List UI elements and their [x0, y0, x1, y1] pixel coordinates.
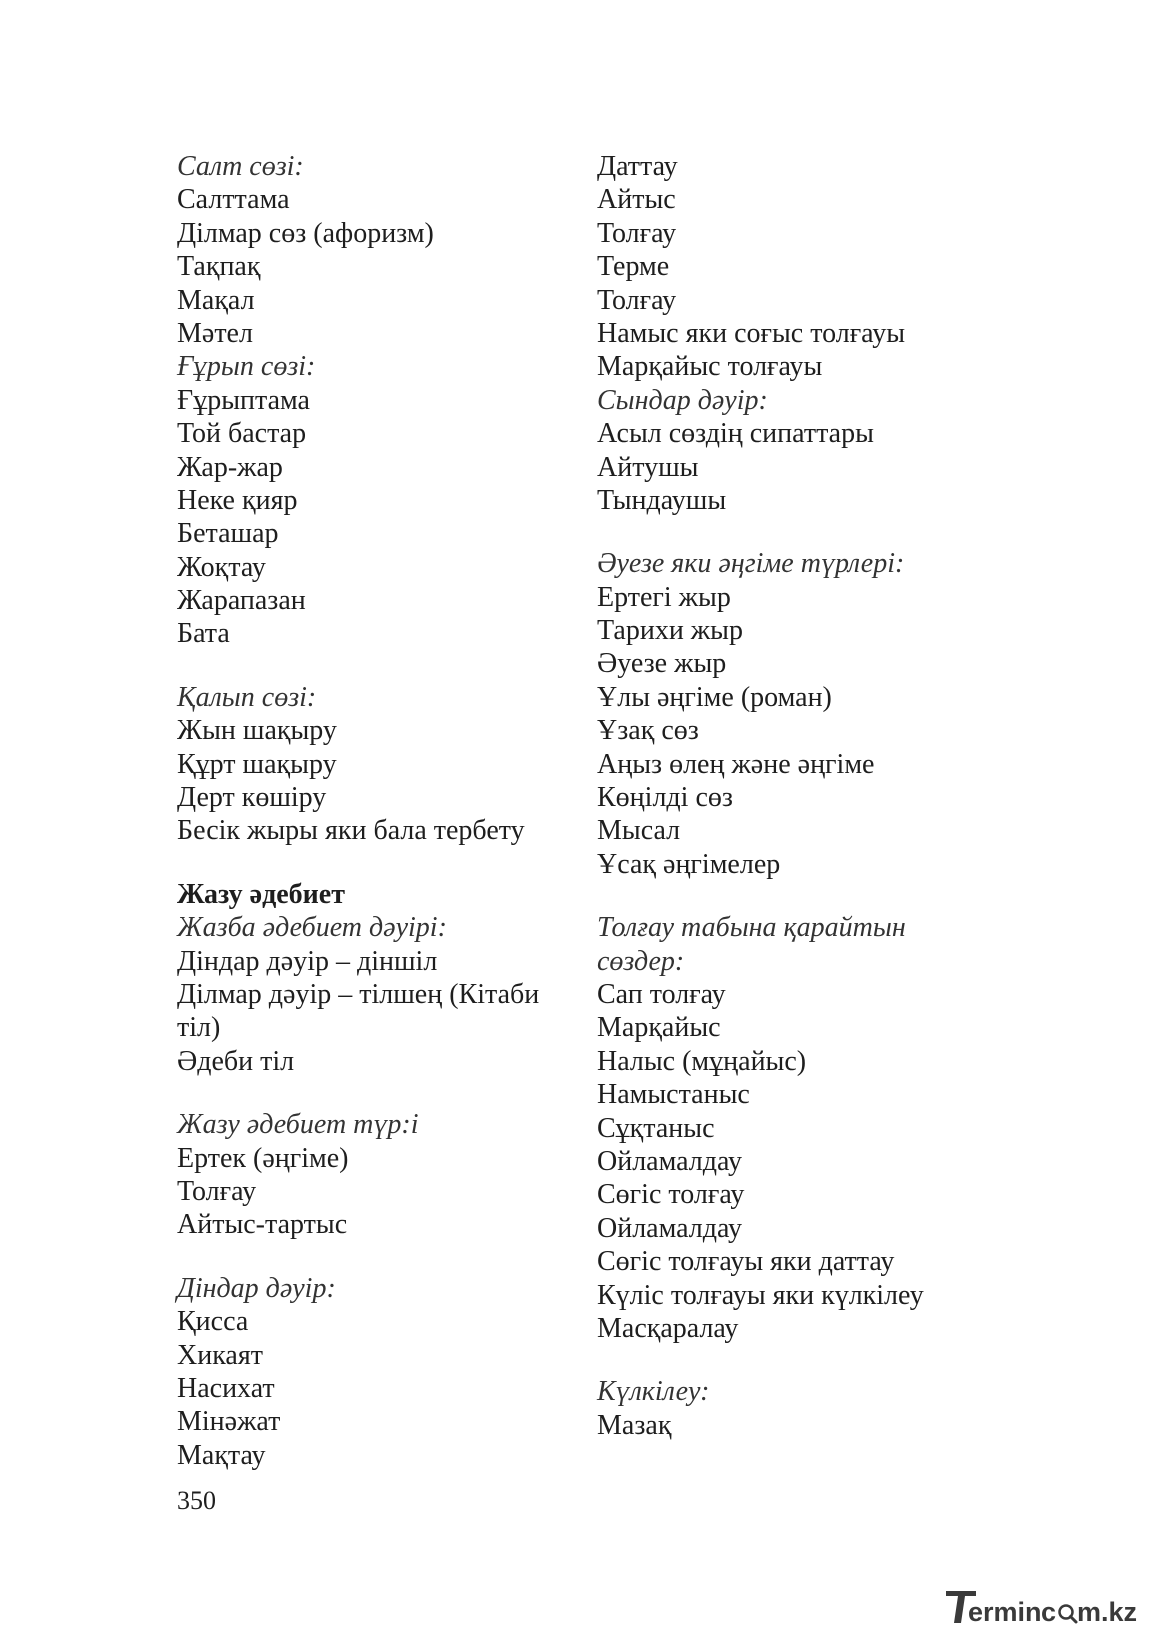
- page-number: 350: [177, 1486, 216, 1515]
- section-heading: Салт сөзі:: [177, 151, 304, 182]
- list-item: Аңыз өлең және әңгіме: [597, 748, 875, 780]
- list-item: Күліс толғауы яки күлкілеу: [597, 1279, 924, 1311]
- list-item: Терме: [597, 251, 670, 283]
- list-item: Ертек (әңгіме): [177, 1142, 349, 1174]
- list-item: Ғұрыптама: [177, 384, 310, 416]
- list-item: Дерт көшіру: [177, 782, 327, 814]
- list-item: Толғау: [177, 1175, 257, 1207]
- section-heading: Ғұрып сөзі:: [177, 351, 316, 383]
- list-item: Әдеби тіл: [177, 1045, 295, 1077]
- section-heading: Жазу әдебиет түр:і: [177, 1109, 419, 1141]
- list-item: Мақал: [177, 284, 255, 316]
- right-column: [597, 150, 997, 1442]
- list-item: Намыс яки соғыс толғауы: [597, 317, 905, 349]
- list-item: Той бастар: [177, 418, 307, 450]
- section-title: Жазу әдебиет: [177, 878, 345, 910]
- list-item: Хикаят: [177, 1339, 263, 1371]
- list-item: Ұсақ әңгімелер: [597, 848, 781, 880]
- list-item: Құрт шақыру: [177, 748, 337, 780]
- site-watermark: [944, 1585, 1144, 1629]
- list-item: Жарапазан: [177, 585, 306, 617]
- list-item: Көңілді сөз: [597, 782, 733, 814]
- section-gap: [177, 1078, 577, 1108]
- list-item: Жын шақыру: [177, 715, 337, 747]
- list-item: Тарихи жыр: [597, 615, 743, 647]
- list-item: Ойламалдау: [597, 1145, 743, 1177]
- list-item: Салттама: [177, 184, 290, 216]
- list-item: Мінәжат: [177, 1406, 281, 1438]
- list-item: Ұлы әңгіме (роман): [597, 681, 832, 713]
- list-item: Сөгіс толғау: [597, 1179, 745, 1211]
- list-item: Толғау: [597, 217, 677, 249]
- list-item: Айтыс-тартыс: [177, 1209, 348, 1241]
- left-column: [177, 150, 577, 1472]
- list-item: Әуезе жыр: [597, 648, 727, 680]
- list-item: Ділмар дәуір – тілшең (Кітаби тіл): [177, 978, 540, 1044]
- list-item: Марқайыс: [597, 1012, 721, 1044]
- list-item: Жоқтау: [177, 551, 266, 583]
- section-heading: Күлкілеу:: [597, 1376, 710, 1408]
- list-item: Ойламалдау: [597, 1212, 743, 1244]
- list-item: Толғау: [597, 284, 677, 316]
- list-item: Сөгіс толғауы яки даттау: [597, 1246, 895, 1278]
- section-gap: [597, 881, 997, 911]
- section-gap: [597, 517, 997, 547]
- section-gap: [597, 1345, 997, 1375]
- section-gap: [177, 848, 577, 878]
- list-item: Налыс (мұңайыс): [597, 1045, 807, 1077]
- list-item: Асыл сөздің сипаттары: [597, 418, 874, 450]
- section-heading: Діндар дәуір:: [177, 1272, 336, 1304]
- list-item: Мәтел: [177, 317, 253, 349]
- list-item: Мазақ: [597, 1409, 672, 1441]
- list-item: Діндар дәуір – діншіл: [177, 945, 438, 977]
- list-item: Сұқтаныс: [597, 1112, 715, 1144]
- list-item: Мысал: [597, 815, 681, 847]
- list-item: Марқайыс толғауы: [597, 351, 823, 383]
- list-item: Ертегі жыр: [597, 581, 731, 613]
- watermark-text-c: c: [1041, 1597, 1057, 1627]
- list-item: Қисса: [177, 1306, 249, 1338]
- section-heading: Толғау табына қарайтын сөздер:: [597, 912, 906, 977]
- section-heading: Әуезе яки әңгіме түрлері:: [597, 548, 905, 580]
- list-item: Неке қияр: [177, 484, 298, 516]
- section-heading: Жазба әдебиет дәуірі:: [177, 912, 447, 944]
- list-item: Жар-жар: [177, 451, 283, 483]
- list-item: Ділмар сөз (афоризм): [177, 217, 434, 249]
- section-gap: [177, 651, 577, 681]
- watermark-text-domain: m.kz: [1077, 1597, 1138, 1627]
- list-item: Даттау: [597, 151, 678, 182]
- watermark-text: ermin: [968, 1597, 1042, 1627]
- list-item: Ұзақ сөз: [597, 715, 699, 747]
- list-item: Масқаралау: [597, 1312, 739, 1344]
- section-heading: Сындар дәуір:: [597, 384, 768, 416]
- section-gap: [177, 1242, 577, 1272]
- list-item: Тындаушы: [597, 484, 727, 516]
- list-item: Бата: [177, 618, 230, 650]
- list-item: Беташар: [177, 518, 279, 550]
- list-item: Бесік жыры яки бала тербету: [177, 815, 525, 847]
- list-item: Мақтау: [177, 1439, 266, 1471]
- list-item: Айтушы: [597, 451, 699, 483]
- list-item: Айтыс: [597, 184, 676, 216]
- list-item: Сап толғау: [597, 979, 726, 1011]
- section-heading: Қалып сөзі:: [177, 681, 317, 713]
- list-item: Насихат: [177, 1372, 275, 1404]
- magnifier-icon: [1060, 1606, 1077, 1623]
- list-item: Тақпақ: [177, 251, 261, 283]
- list-item: Намыстаныс: [597, 1079, 750, 1111]
